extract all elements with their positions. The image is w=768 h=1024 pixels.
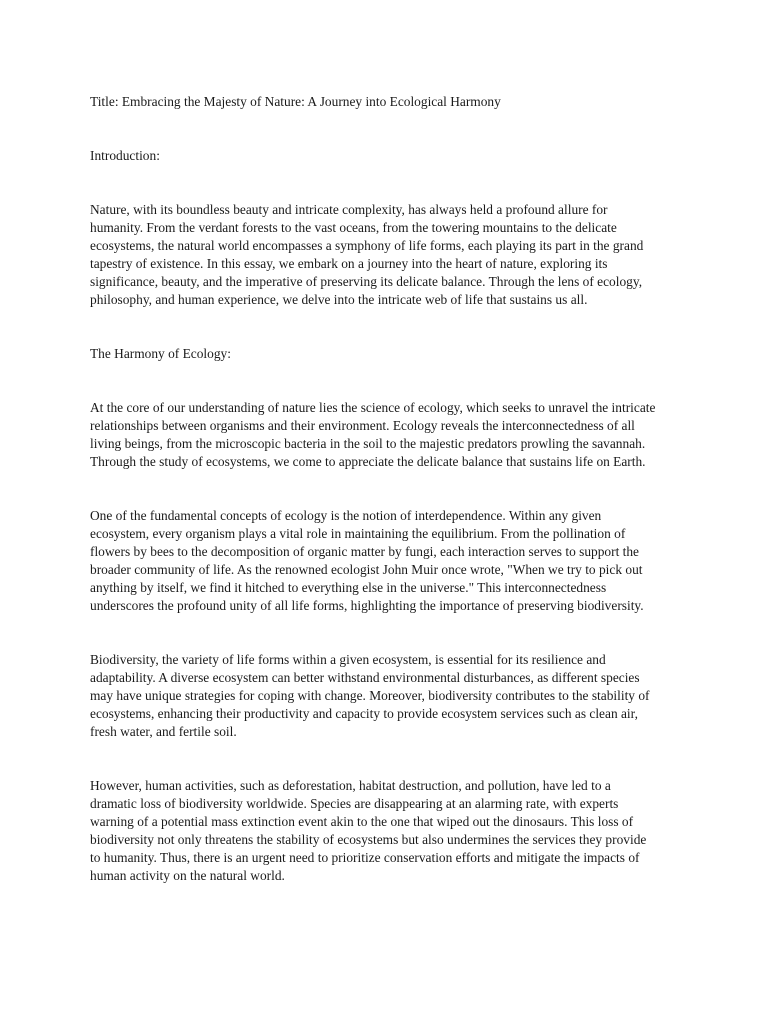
body-paragraph: However, human activities, such as deforestation, habitat destruction, and pollution, have led to a dramatic loss of biodiversity worldwide. Species are disappearing at an alarming rate, with experts warning of a potential mass extinction event akin to the one that wiped out the dinosaurs. This loss of biodiversity not only threatens the stability of ecosystems but also undermines the services they provide to humanity. Thus, there is an urgent need to prioritize conservation efforts and mitigate the impacts of human activity on the natural world.: [90, 778, 647, 883]
body-paragraph: At the core of our understanding of nature lies the science of ecology, which seeks to unravel the intricate relationships between organisms and their environment. Ecology reveals the interconnectedness of all living beings, from the microscopic bacteria in the soil to the majestic predators prowling the savannah. Through the study of ecosystems, we come to appreciate the delicate balance that sustains life on Earth.: [90, 400, 656, 469]
document-page: [90, 93, 680, 921]
body-paragraph: Biodiversity, the variety of life forms within a given ecosystem, is essential for its resilience and adaptability. A diverse ecosystem can better withstand environmental disturbances, as different species may have unique strategies for coping with change. Moreover, biodiversity contributes to the stability of ecosystems, enhancing their productivity and capacity to provide ecosystem services such as clean air, fresh water, and fertile soil.: [90, 652, 650, 739]
document-title: Title: Embracing the Majesty of Nature: A Journey into Ecological Harmony: [90, 94, 501, 109]
section-heading-harmony-of-ecology: The Harmony of Ecology:: [90, 346, 231, 361]
introduction-paragraph: Nature, with its boundless beauty and intricate complexity, has always held a profound allure for humanity. From the verdant forests to the vast oceans, from the towering mountains to the delicate ecosystems, the natural world encompasses a symphony of life forms, each playing its part in the grand tapestry of existence. In this essay, we embark on a journey into the heart of nature, exploring its significance, beauty, and the imperative of preserving its delicate balance. Through the lens of ecology, philosophy, and human experience, we delve into the intricate web of life that sustains us all.: [90, 202, 644, 307]
introduction-heading: Introduction:: [90, 148, 160, 163]
body-paragraph: One of the fundamental concepts of ecology is the notion of interdependence. Within any given ecosystem, every organism plays a vital role in maintaining the equilibrium. From the pollination of flowers by bees to the decomposition of organic matter by fungi, each interaction serves to support the broader community of life. As the renowned ecologist John Muir once wrote, "When we try to pick out anything by itself, we find it hitched to everything else in the universe." This interconnectedness underscores the profound unity of all life forms, highlighting the importance of preserving biodiversity.: [90, 508, 644, 613]
